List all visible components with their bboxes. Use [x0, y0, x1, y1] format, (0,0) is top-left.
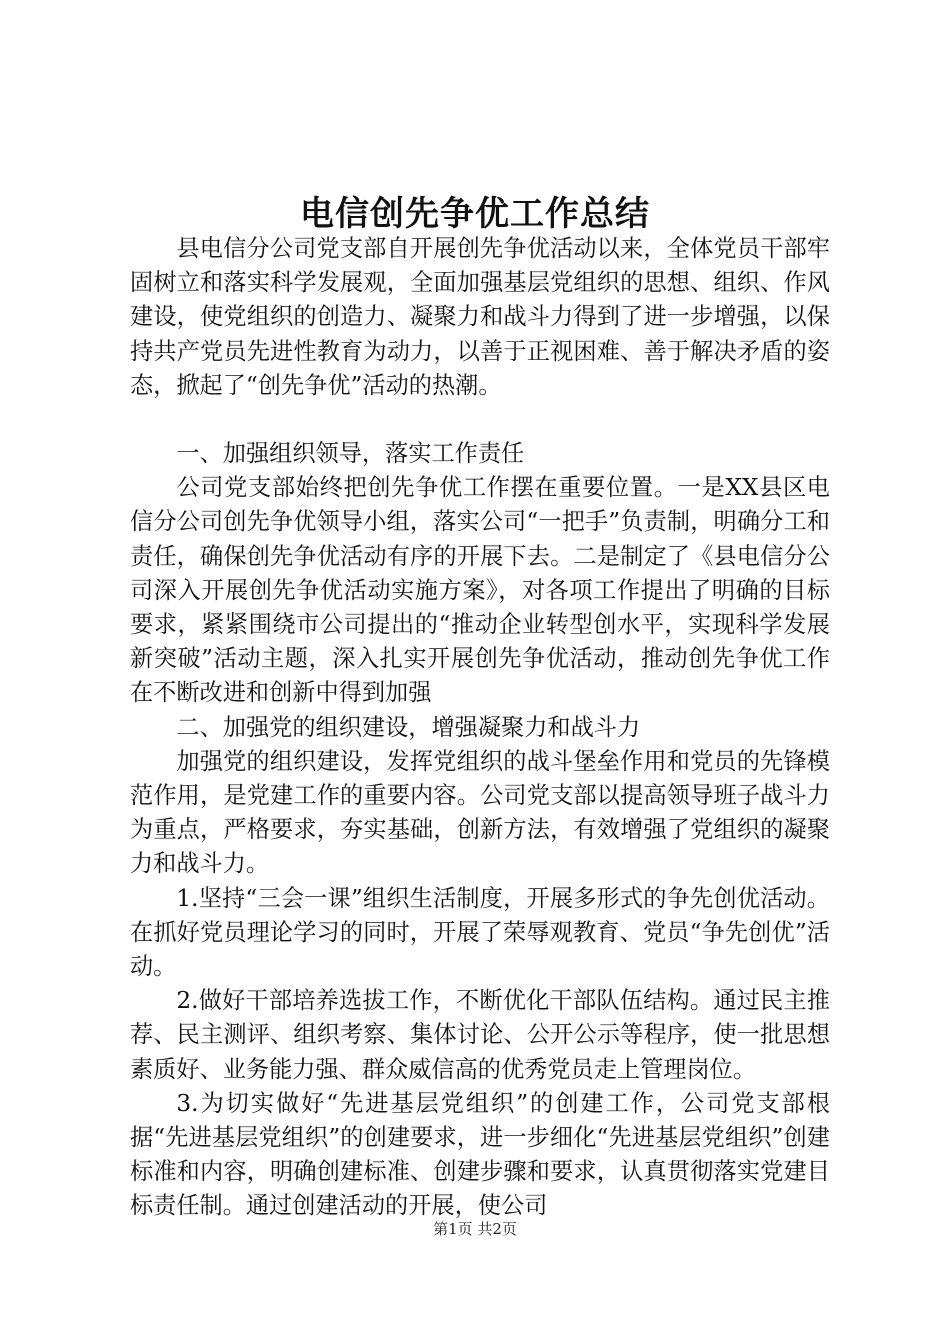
page-number-footer: 第1页 共2页	[433, 1220, 517, 1238]
section-1-paragraph: 公司党支部始终把创先争优工作摆在重要位置。一是XX县区电信分公司创先争优领导小组，落实公司“一把手”负责制，明确分工和责任，确保创先争优活动有序的开展下去。二是制定了《县电信分公司深入开展创先争优活动实施方案》，对各项工作提出了明确的目标要求，紧紧围绕市公司提出的“推动企业转型创水平，实现科学发展新突破”活动主题，深入扎实开展创先争优活动，推动创先争优工作在不断改进和创新中得到加强	[130, 474, 830, 707]
section-heading-2: 二、加强党的组织建设，增强凝聚力和战斗力	[176, 713, 641, 741]
document-body	[130, 232, 830, 1224]
list-item-1: 1.坚持“三会一课”组织生活制度，开展多形式的争先创优活动。在抓好党员理论学习的同时，开展了荣辱观教育、党员“争先创优”活动。	[130, 884, 830, 981]
intro-paragraph: 县电信分公司党支部自开展创先争优活动以来，全体党员干部牢固树立和落实科学发展观，全面加强基层党组织的思想、组织、作风建设，使党组织的创造力、凝聚力和战斗力得到了进一步增强，以保持共产党员先进性教育为动力，以善于正视困难、善于解决矛盾的姿态，掀起了“创先争优”活动的热潮。	[130, 235, 830, 399]
paragraph-spacer	[130, 403, 830, 437]
list-item-2: 2.做好干部培养选拔工作，不断优化干部队伍结构。通过民主推荐、民主测评、组织考察、集体讨论、公开公示等程序，使一批思想素质好、业务能力强、群众威信高的优秀党员走上管理岗位。	[130, 987, 830, 1083]
section-2-paragraph: 加强党的组织建设，发挥党组织的战斗堡垒作用和党员的先锋模范作用，是党建工作的重要内容。公司党支部以提高领导班子战斗力为重点，严格要求，夯实基础，创新方法，有效增强了党组织的凝聚力和战斗力。	[130, 747, 830, 878]
document-title: 电信创先争优工作总结	[300, 194, 650, 234]
list-item-3: 3.为切实做好“先进基层党组织”的创建工作，公司党支部根据“先进基层党组织”的创建要求，进一步细化“先进基层党组织”创建标准和内容，明确创建标准、创建步骤和要求，认真贯彻落实党建目标责任制。通过创建活动的开展，使公司	[130, 1089, 830, 1220]
section-heading-1: 一、加强组织领导，落实工作责任	[176, 440, 525, 468]
